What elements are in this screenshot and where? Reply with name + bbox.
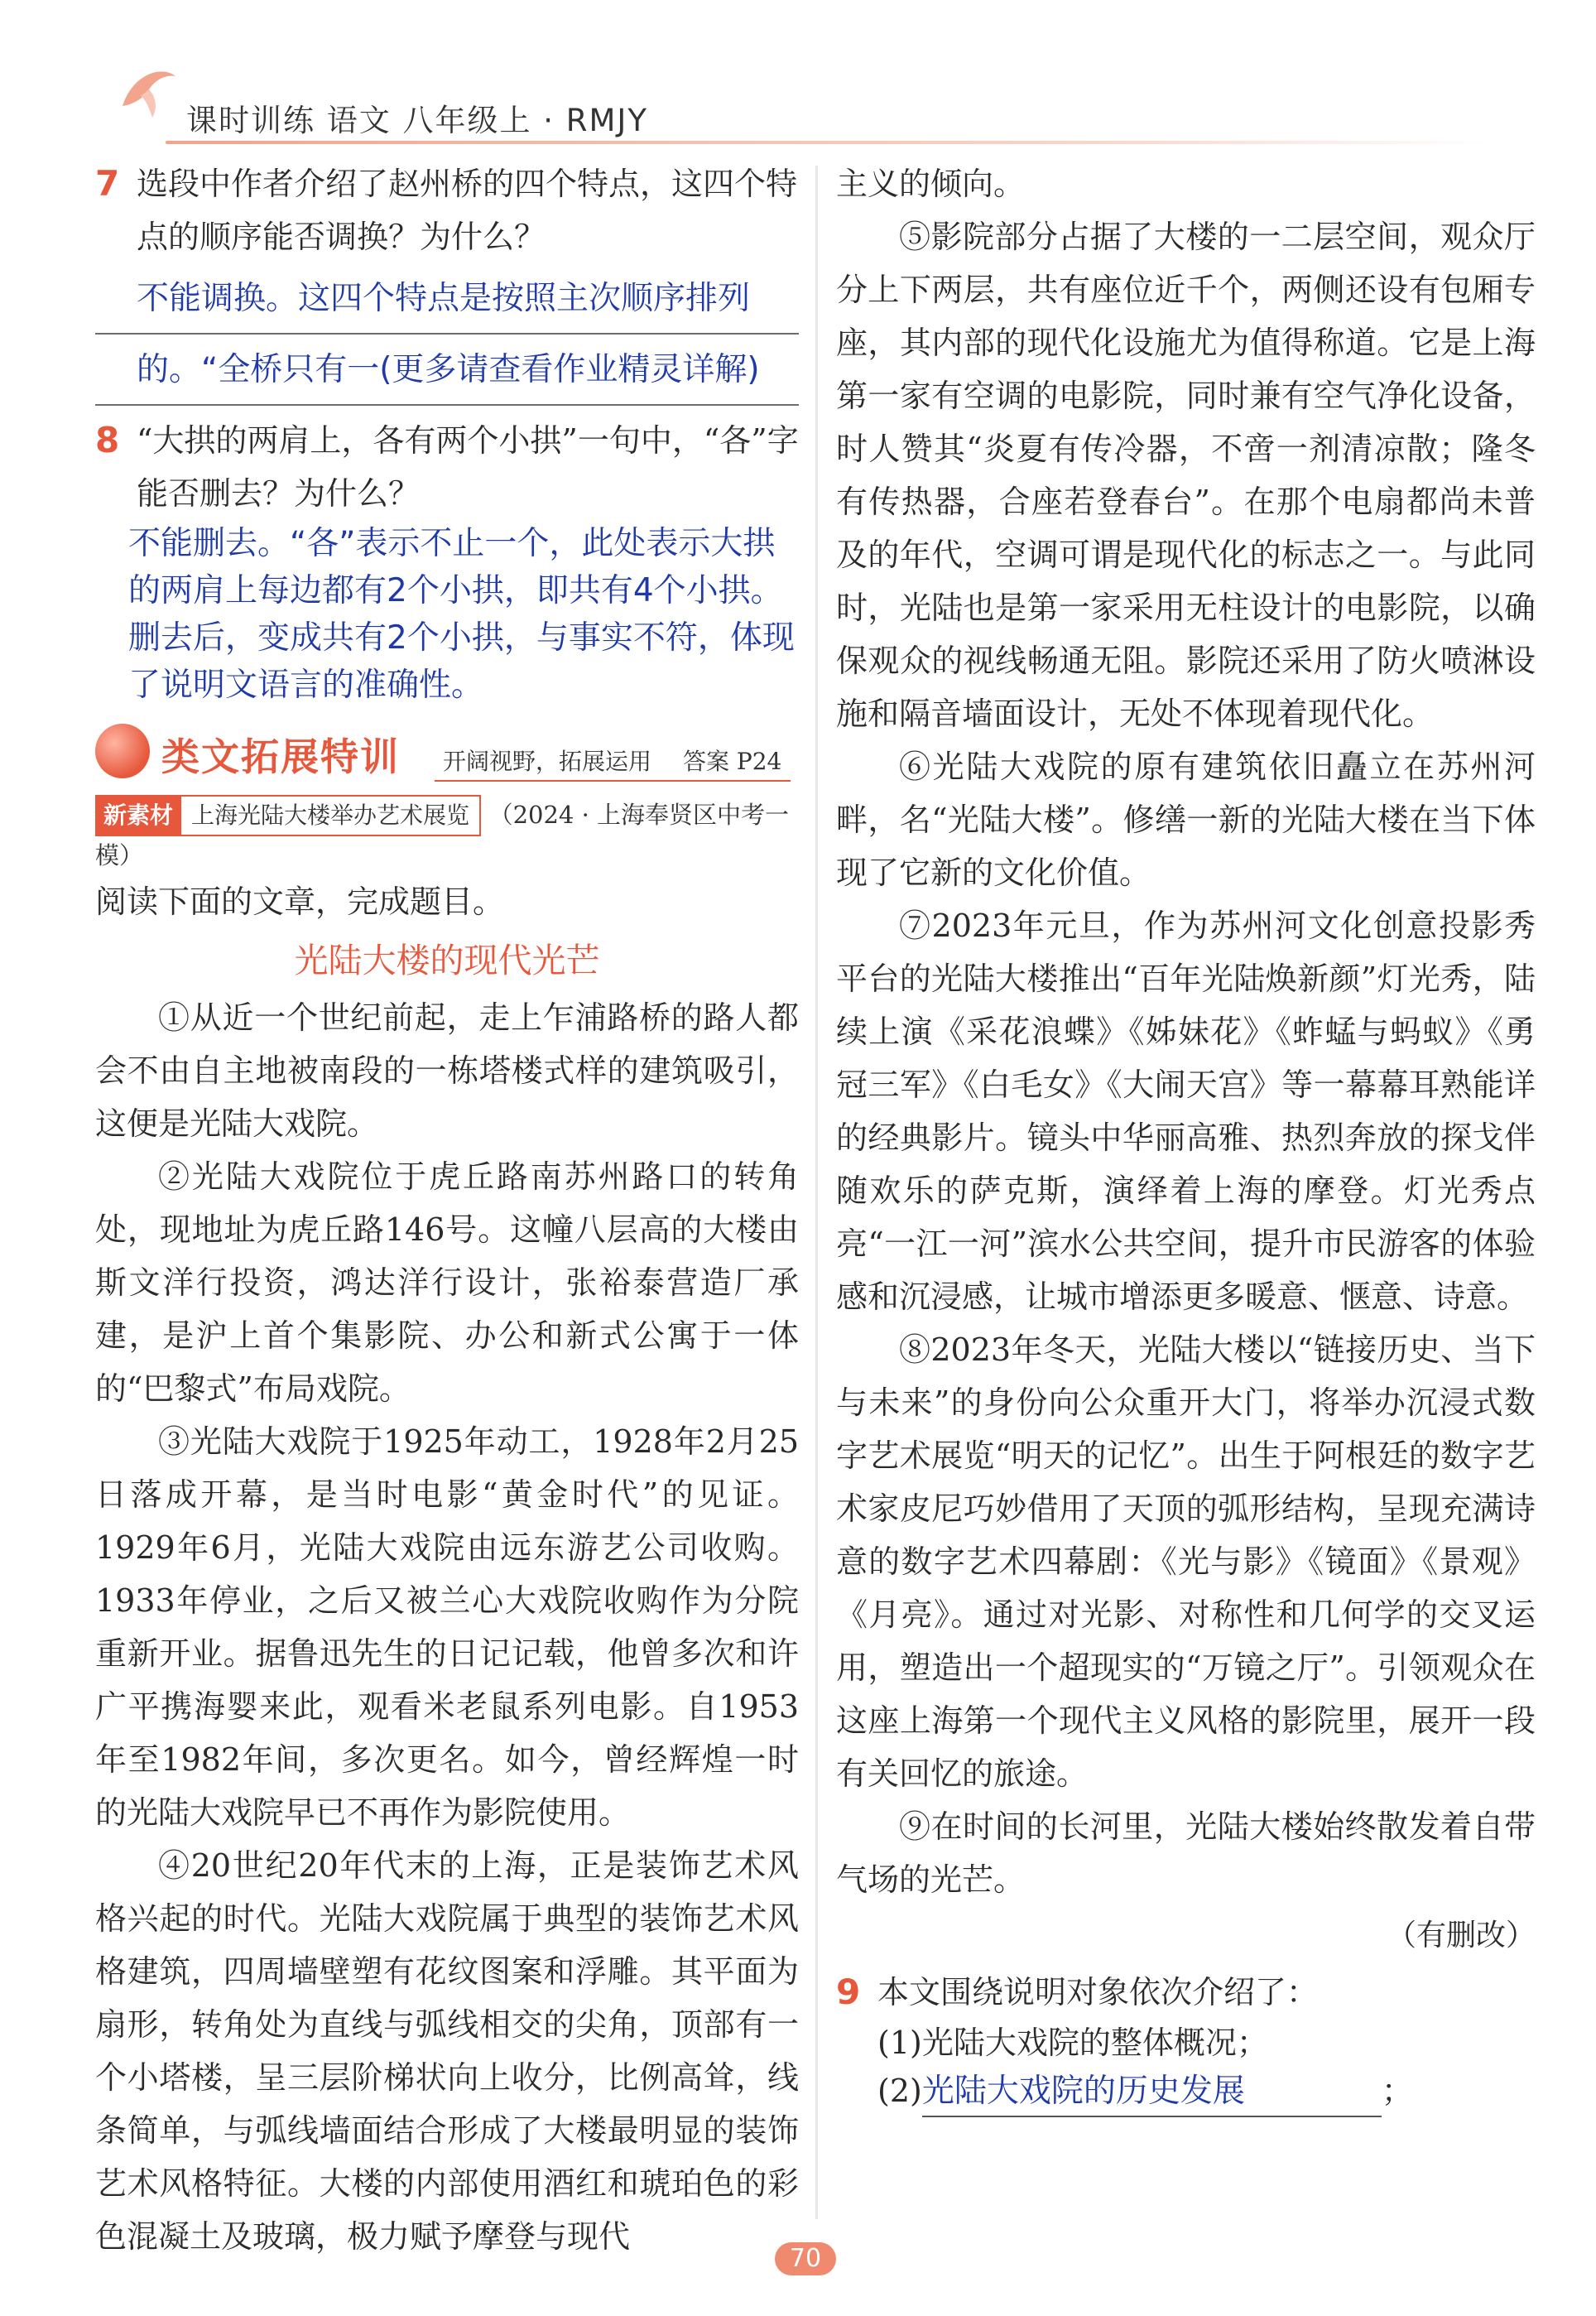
book-title: 课时训练 语文 八年级上 · RMJY bbox=[186, 103, 648, 138]
section-title: 类文拓展特训 bbox=[161, 734, 400, 779]
material-source: （2024 · 上海奉贤区中考一模） bbox=[95, 801, 790, 869]
article-paragraph-8: ⑧2023年冬天，光陆大楼以“链接历史、当下与未来”的身份向公众重开大门，将举办沉浸式数字艺术展览“明天的记忆”。出生于阿根廷的数字艺术家皮尼巧妙借用了天顶的弧形结构，呈现充满诗意的数字艺术四幕剧：《光与影》《镜面》《景观》《月亮》。通过对光影、对称性和几何学的交叉运用，塑造出一个超现实的“万镜之厅”。引领观众在这座上海第一个现代主义风格的影院里，展开一段有关回忆的旅途。 bbox=[836, 1331, 1536, 1792]
article-paragraph-7: ⑦2023年元旦，作为苏州河文化创意投影秀平台的光陆大楼推出“百年光陆焕新颜”灯光秀，陆续上演《采花浪蝶》《姊妹花》《蚱蜢与蚂蚁》《勇冠三军》《白毛女》《大闹天宫》等一幕幕耳熟能详的经典影片。镜头中华丽高雅、热烈奔放的探戈伴随欢乐的萨克斯，演绎着上海的摩登。灯光秀点亮“一江一河”滨水公共空间，提升市民游客的体验感和沉浸感，让城市增添更多暖意、惬意、诗意。 bbox=[836, 908, 1536, 1315]
question-number: 8 bbox=[95, 420, 120, 460]
section-underline bbox=[435, 780, 791, 782]
question-text: 选段中作者介绍了赵州桥的四个特点，这四个特点的顺序能否调换？为什么？ bbox=[137, 166, 798, 255]
answer-line: 的。“全桥只有一(更多请查看作业精灵详解) bbox=[137, 351, 760, 388]
answer-reference: 答案 P24 bbox=[683, 748, 782, 775]
question-7-answer bbox=[95, 263, 799, 406]
article-paragraph-2: ②光陆大戏院位于虎丘路南苏州路口的转角处，现地址为虎丘路146号。这幢八层高的大楼由斯文洋行投资，鸿达洋行设计，张裕泰营造厂承建，是沪上首个集影院、办公和新式公寓于一体的“巴黎式”布局戏院。 bbox=[95, 1158, 799, 1407]
question-7 bbox=[95, 157, 799, 263]
question-text: 本文围绕说明对象依次介绍了： bbox=[877, 1974, 1319, 2010]
page-header bbox=[0, 0, 1596, 157]
new-material-line bbox=[95, 795, 799, 875]
edit-note: （有删改） bbox=[1386, 1919, 1536, 1952]
question-text: “大拱的两肩上，各有两个小拱”一句中，“各”字能否删去？为什么？ bbox=[137, 422, 799, 512]
reading-instruction: 阅读下面的文章，完成题目。 bbox=[95, 884, 505, 920]
section-header bbox=[95, 719, 799, 790]
question-number: 9 bbox=[836, 1972, 861, 2012]
section-subtitle: 开阔视野，拓展运用 bbox=[443, 748, 652, 775]
article-paragraph-5: ⑤影院部分占据了大楼的一二层空间，观众厅分上下两层，共有座位近千个，两侧还设有包厢专座，其内部的现代化设施尤为值得称道。它是上海第一家有空调的电影院，同时兼有空气净化设备，时人赞其“炎夏有传冷器，不啻一剂清凉散；隆冬有传热器，合座若登春台”。在那个电扇都尚未普及的年代，空调可谓是现代化的标志之一。与此同时，光陆也是第一家采用无柱设计的电影院，以确保观众的视线畅通无阻。影院还采用了防火喷淋设施和隔音墙面设计，无处不体现着现代化。 bbox=[836, 219, 1536, 732]
article-title: 光陆大楼的现代光芒 bbox=[294, 941, 600, 980]
question-number: 7 bbox=[95, 163, 120, 204]
question-9-answer: 光陆大戏院的历史发展 bbox=[921, 2073, 1245, 2110]
page-number: 70 bbox=[775, 2242, 836, 2275]
question-9-item-1: (1)光陆大戏院的整体概况； bbox=[877, 2025, 1268, 2061]
column-divider bbox=[815, 166, 818, 2219]
question-8-answer: 不能删去。“各”表示不止一个，此处表示大拱的两肩上每边都有2个小拱，即共有4个小拱。删去后，变成共有2个小拱，与事实不符，体现了说明文语言的准确性。 bbox=[128, 525, 795, 704]
question-9 bbox=[836, 1966, 1536, 2117]
article-paragraph-9: ⑨在时间的长河里，光陆大楼始终散发着自带气场的光芒。 bbox=[836, 1808, 1536, 1898]
answer-blank[interactable] bbox=[922, 2067, 1382, 2117]
left-column bbox=[95, 157, 799, 2263]
item-label: (2) bbox=[877, 2073, 922, 2109]
question-9-item-2 bbox=[877, 2067, 1536, 2117]
right-column bbox=[836, 157, 1536, 2117]
article-paragraph-1: ①从近一个世纪前起，走上乍浦路桥的路人都会不由自主地被南段的一栋塔楼式样的建筑吸引，这便是光陆大戏院。 bbox=[95, 999, 799, 1142]
article-paragraph-3: ③光陆大戏院于1925年动工，1928年2月25日落成开幕，是当时电影“黄金时代”的见证。1929年6月，光陆大戏院由远东游艺公司收购。1933年停业，之后又被兰心大戏院收购作为分院重新开业。据鲁迅先生的日记记载，他曾多次和许广平携海婴来此，观看米老鼠系列电影。自1953年至1982年间，多次更名。如今，曾经辉煌一时的光陆大戏院早已不再作为影院使用。 bbox=[95, 1423, 799, 1831]
globe-icon bbox=[95, 724, 150, 778]
article-paragraph-4-continued: 主义的倾向。 bbox=[836, 166, 1026, 202]
header-rule bbox=[166, 141, 1490, 144]
item-suffix: ； bbox=[1381, 2073, 1413, 2109]
new-material-badge: 新素材 bbox=[95, 795, 181, 836]
answer-line: 不能调换。这四个特点是按照主次顺序排列 bbox=[137, 280, 751, 317]
question-8 bbox=[95, 414, 799, 520]
dolphin-logo-icon bbox=[116, 58, 182, 124]
article-paragraph-4: ④20世纪20年代末的上海，正是装饰艺术风格兴起的时代。光陆大戏院属于典型的装饰艺术风格建筑，四周墙壁塑有花纹图案和浮雕。其平面为扇形，转角处为直线与弧线相交的尖角，顶部有一个小塔楼，呈三层阶梯状向上收分，比例高耸，线条简单，与弧线墙面结合形成了大楼最明显的装饰艺术风格特征。大楼的内部使用酒红和琥珀色的彩色混凝土及玻璃，极力赋予摩登与现代 bbox=[95, 1847, 799, 2255]
article-paragraph-6: ⑥光陆大戏院的原有建筑依旧矗立在苏州河畔，名“光陆大楼”。修缮一新的光陆大楼在当下体现了它新的文化价值。 bbox=[836, 749, 1536, 891]
material-topic: 上海光陆大楼举办艺术展览 bbox=[181, 795, 481, 836]
